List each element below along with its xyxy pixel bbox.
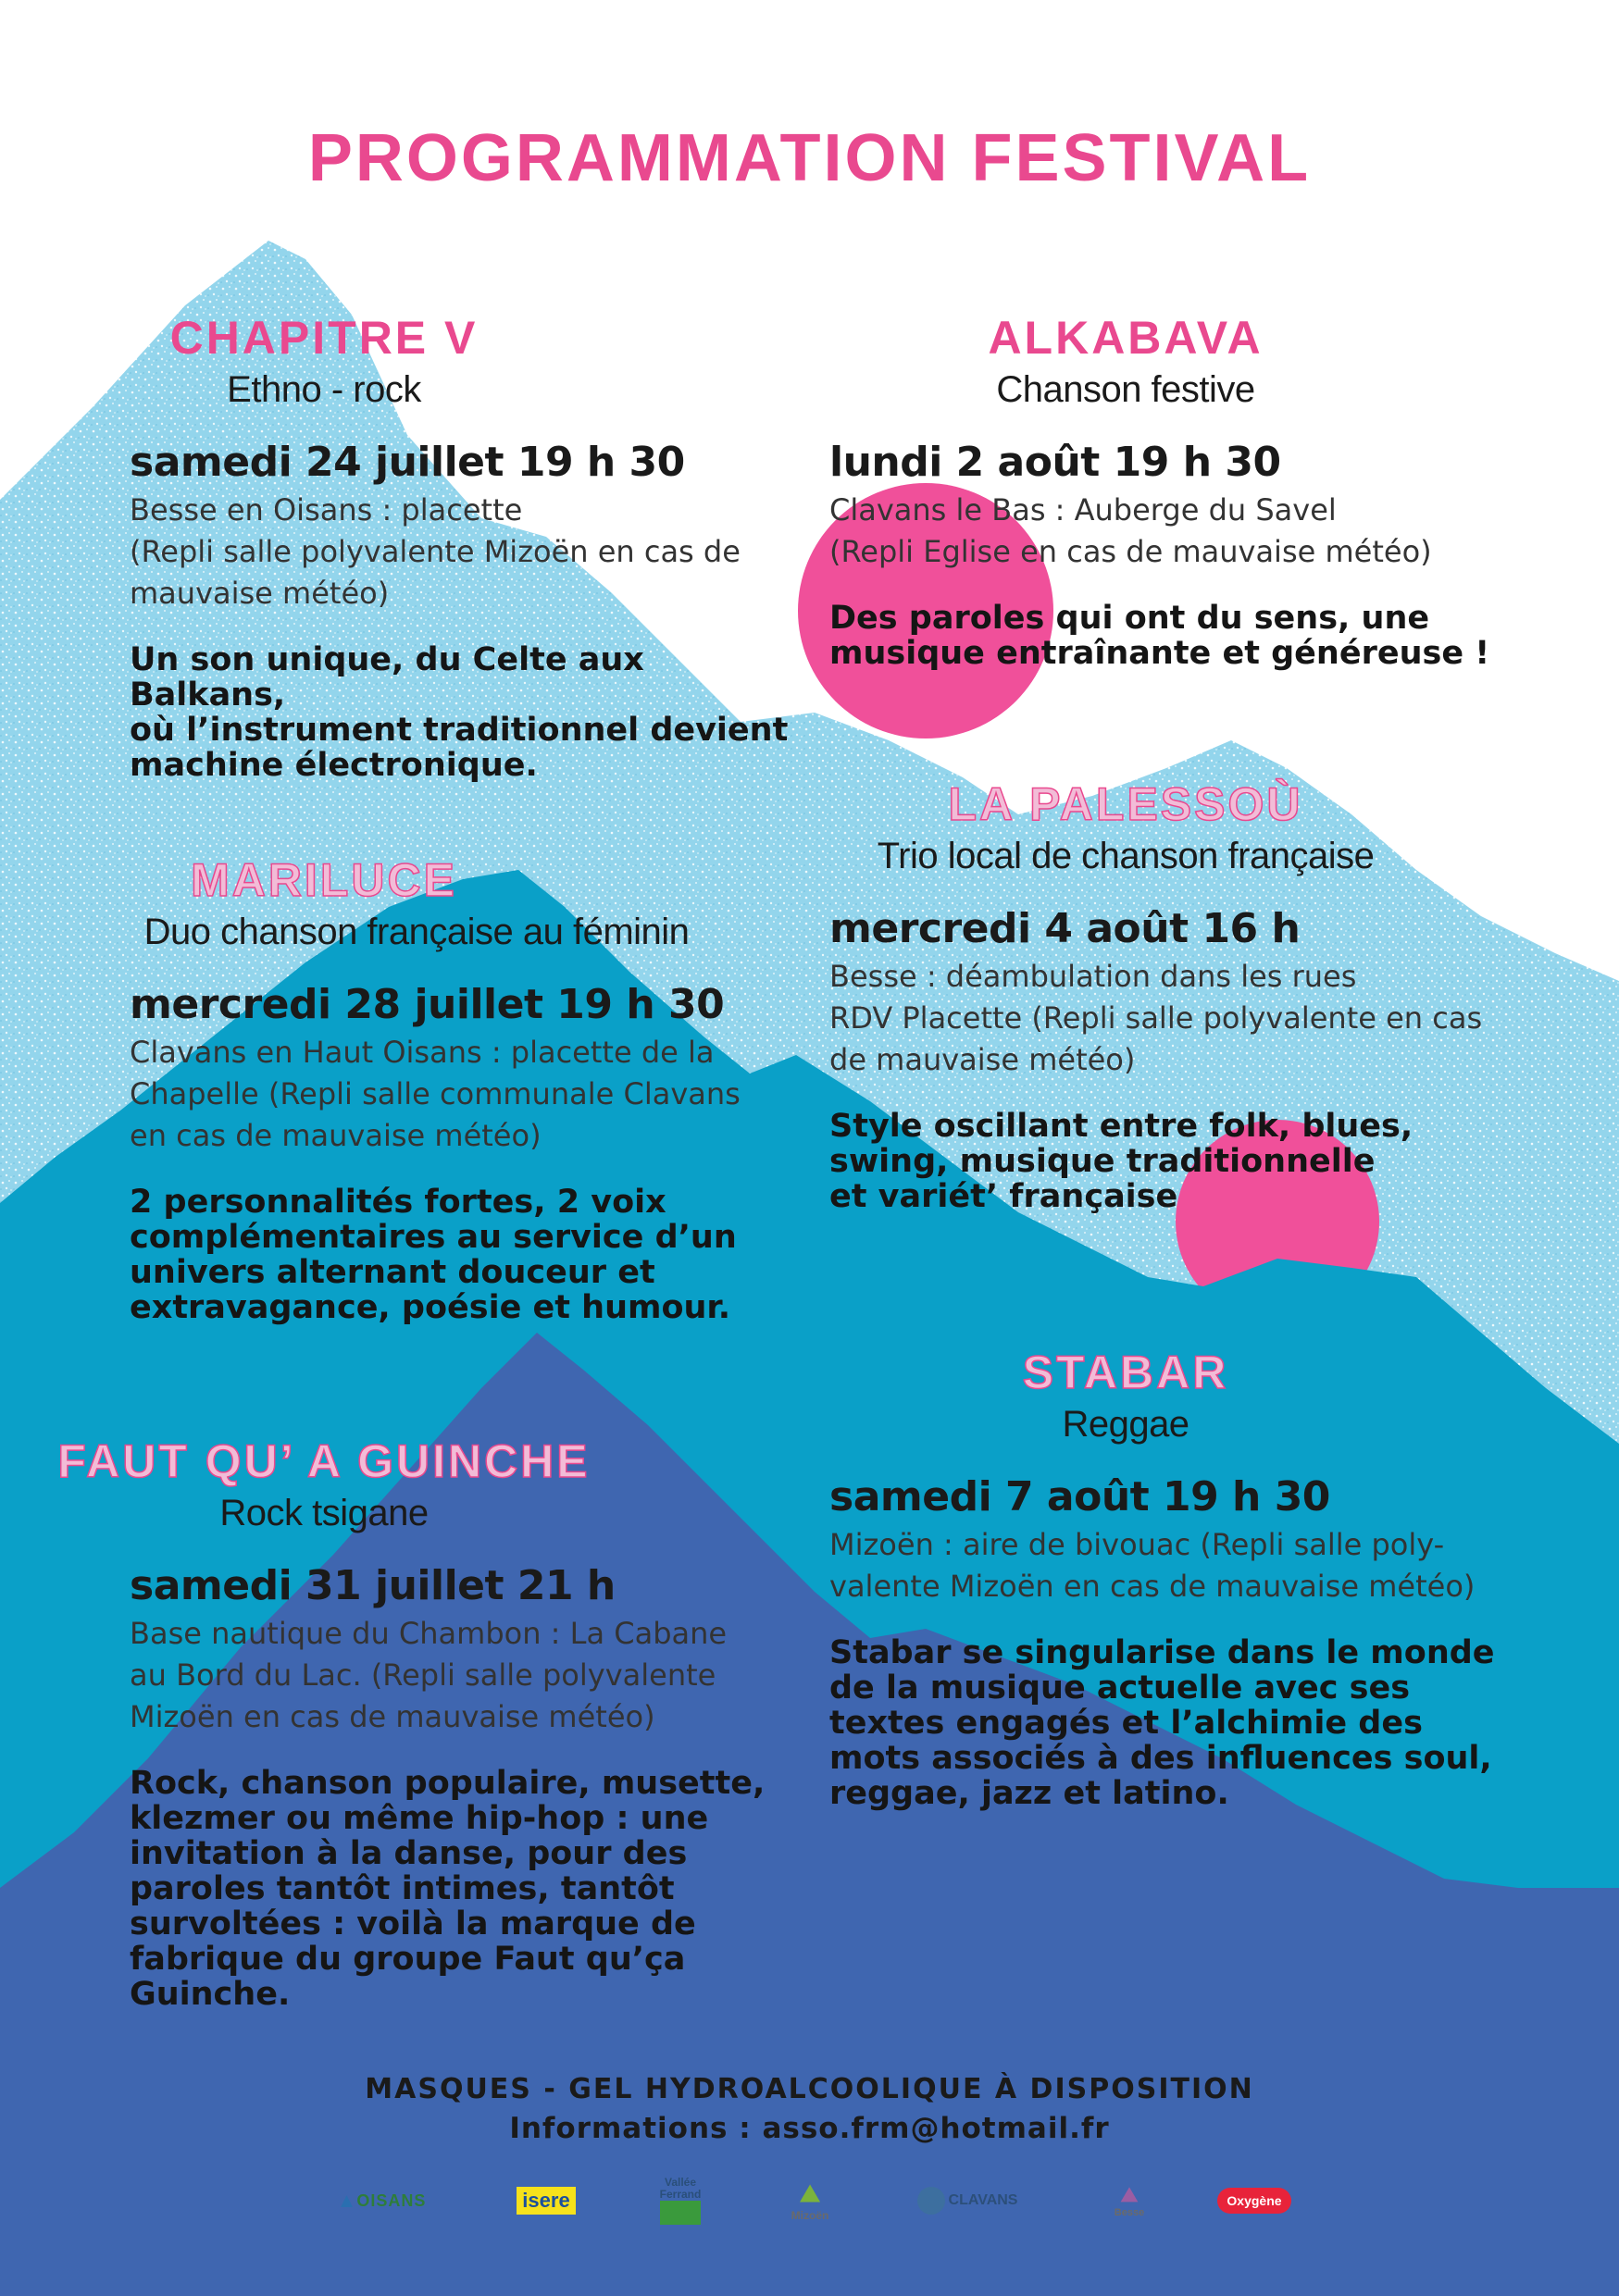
- band-genre: Reggae: [1062, 1404, 1189, 1445]
- band-faut-qu-a-guinche: [57, 1435, 796, 2013]
- band-venue: Mizoën : aire de bivouac (Repli salle poly- valente Mizoën en cas de mauvaise météo): [829, 1527, 1476, 1604]
- band-description: Style oscillant entre folk, blues, swing, musique traditionnelle et variét’ française: [829, 1108, 1414, 1215]
- band-date: samedi 7 août 19 h 30: [829, 1473, 1330, 1520]
- band-date: mercredi 4 août 16 h: [829, 905, 1301, 952]
- band-venue: Clavans en Haut Oisans : placette de la Chapelle (Repli salle communale Clavans en cas de mauvaise météo): [130, 1035, 741, 1153]
- band-date: mercredi 28 juillet 19 h 30: [130, 981, 725, 1028]
- band-date: lundi 2 août 19 h 30: [829, 439, 1281, 486]
- band-venue: Clavans le Bas : Auberge du Savel (Repli Eglise en cas de mauvaise météo): [829, 492, 1432, 569]
- band-name: CHAPITRE V: [169, 312, 479, 364]
- band-description: Stabar se singularise dans le monde de la musique actuelle avec ses textes engagés et l’alchimie des mots associés à des influences soul, reggae, jazz et latino.: [829, 1634, 1495, 1812]
- band-genre: Duo chanson française au féminin: [143, 912, 690, 952]
- band-name: STABAR: [1022, 1347, 1229, 1398]
- band-genre: Ethno - rock: [227, 369, 421, 410]
- mizoen-logo: ⛰ Mizoën: [791, 2179, 829, 2222]
- band-genre: Trio local de chanson française: [877, 836, 1375, 876]
- band-description: 2 personnalités fortes, 2 voix complémentaires au service d’un univers alternant douceur et extravagance, poésie et humour.: [130, 1184, 737, 1326]
- oxygene-logo: [1213, 2173, 1296, 2228]
- band-mariluce: [130, 855, 796, 1325]
- logo-text: Besse: [1114, 2207, 1145, 2218]
- safety-notice: MASQUES - GEL HYDROALCOOLIQUE À DISPOSITION: [365, 2073, 1254, 2105]
- band-date: samedi 31 juillet 21 h: [130, 1562, 616, 1609]
- band-name: FAUT QU’ A GUINCHE: [57, 1435, 591, 1487]
- oisans-logo: ▲ OISANS: [336, 2189, 427, 2212]
- band-alkabava: [829, 313, 1496, 671]
- band-description: Rock, chanson populaire, musette, klezmer ou même hip-hop : une invitation à la danse, pour des paroles tantôt intimes, tantôt survoltées : voilà la marque de fabrique du groupe Faut qu’ça Guinche.: [130, 1765, 766, 2013]
- band-chapitre-v: [130, 313, 796, 783]
- band-name: ALKABAVA: [988, 312, 1264, 364]
- page-title: PROGRAMMATION FESTIVAL: [307, 121, 1312, 195]
- band-genre: Chanson festive: [996, 369, 1255, 410]
- logo-text: isere: [517, 2187, 575, 2215]
- contact-info: Informations : asso.frm@hotmail.fr: [509, 2112, 1110, 2145]
- besse-logo: ⛰ Besse: [1114, 2183, 1145, 2218]
- logo-text: Mizoën: [791, 2209, 829, 2222]
- logo-text: Vallée Ferrand: [659, 2176, 702, 2201]
- clavans-logo: [907, 2173, 1027, 2228]
- band-stabar: [829, 1347, 1514, 1811]
- band-description: Un son unique, du Celte aux Balkans, où l’instrument traditionnel devient machine électronique.: [130, 641, 789, 784]
- band-venue: Besse en Oisans : placette (Repli salle polyvalente Mizoën en cas de mauvaise météo): [130, 492, 741, 611]
- isere-logo: [507, 2173, 585, 2228]
- band-genre: Rock tsigane: [219, 1493, 429, 1533]
- vallee-ferrand-logo: [648, 2173, 713, 2228]
- logo-text: OISANS: [356, 2191, 427, 2210]
- band-description: Des paroles qui ont du sens, une musique entraînante et généreuse !: [829, 600, 1490, 672]
- band-la-palessou: [829, 779, 1514, 1214]
- band-name: LA PALESSOÙ: [948, 778, 1303, 830]
- band-name: MARILUCE: [191, 854, 457, 906]
- band-venue: Besse : déambulation dans les rues RDV Placette (Repli salle polyvalente en cas de mauvaise météo): [829, 959, 1483, 1077]
- logo-text: Oxygène: [1217, 2188, 1290, 2214]
- band-date: samedi 24 juillet 19 h 30: [130, 439, 685, 486]
- logo-text: CLAVANS: [948, 2192, 1018, 2208]
- band-venue: Base nautique du Chambon : La Cabane au Bord du Lac. (Repli salle polyvalente Mizoën en cas de mauvaise météo): [130, 1616, 728, 1734]
